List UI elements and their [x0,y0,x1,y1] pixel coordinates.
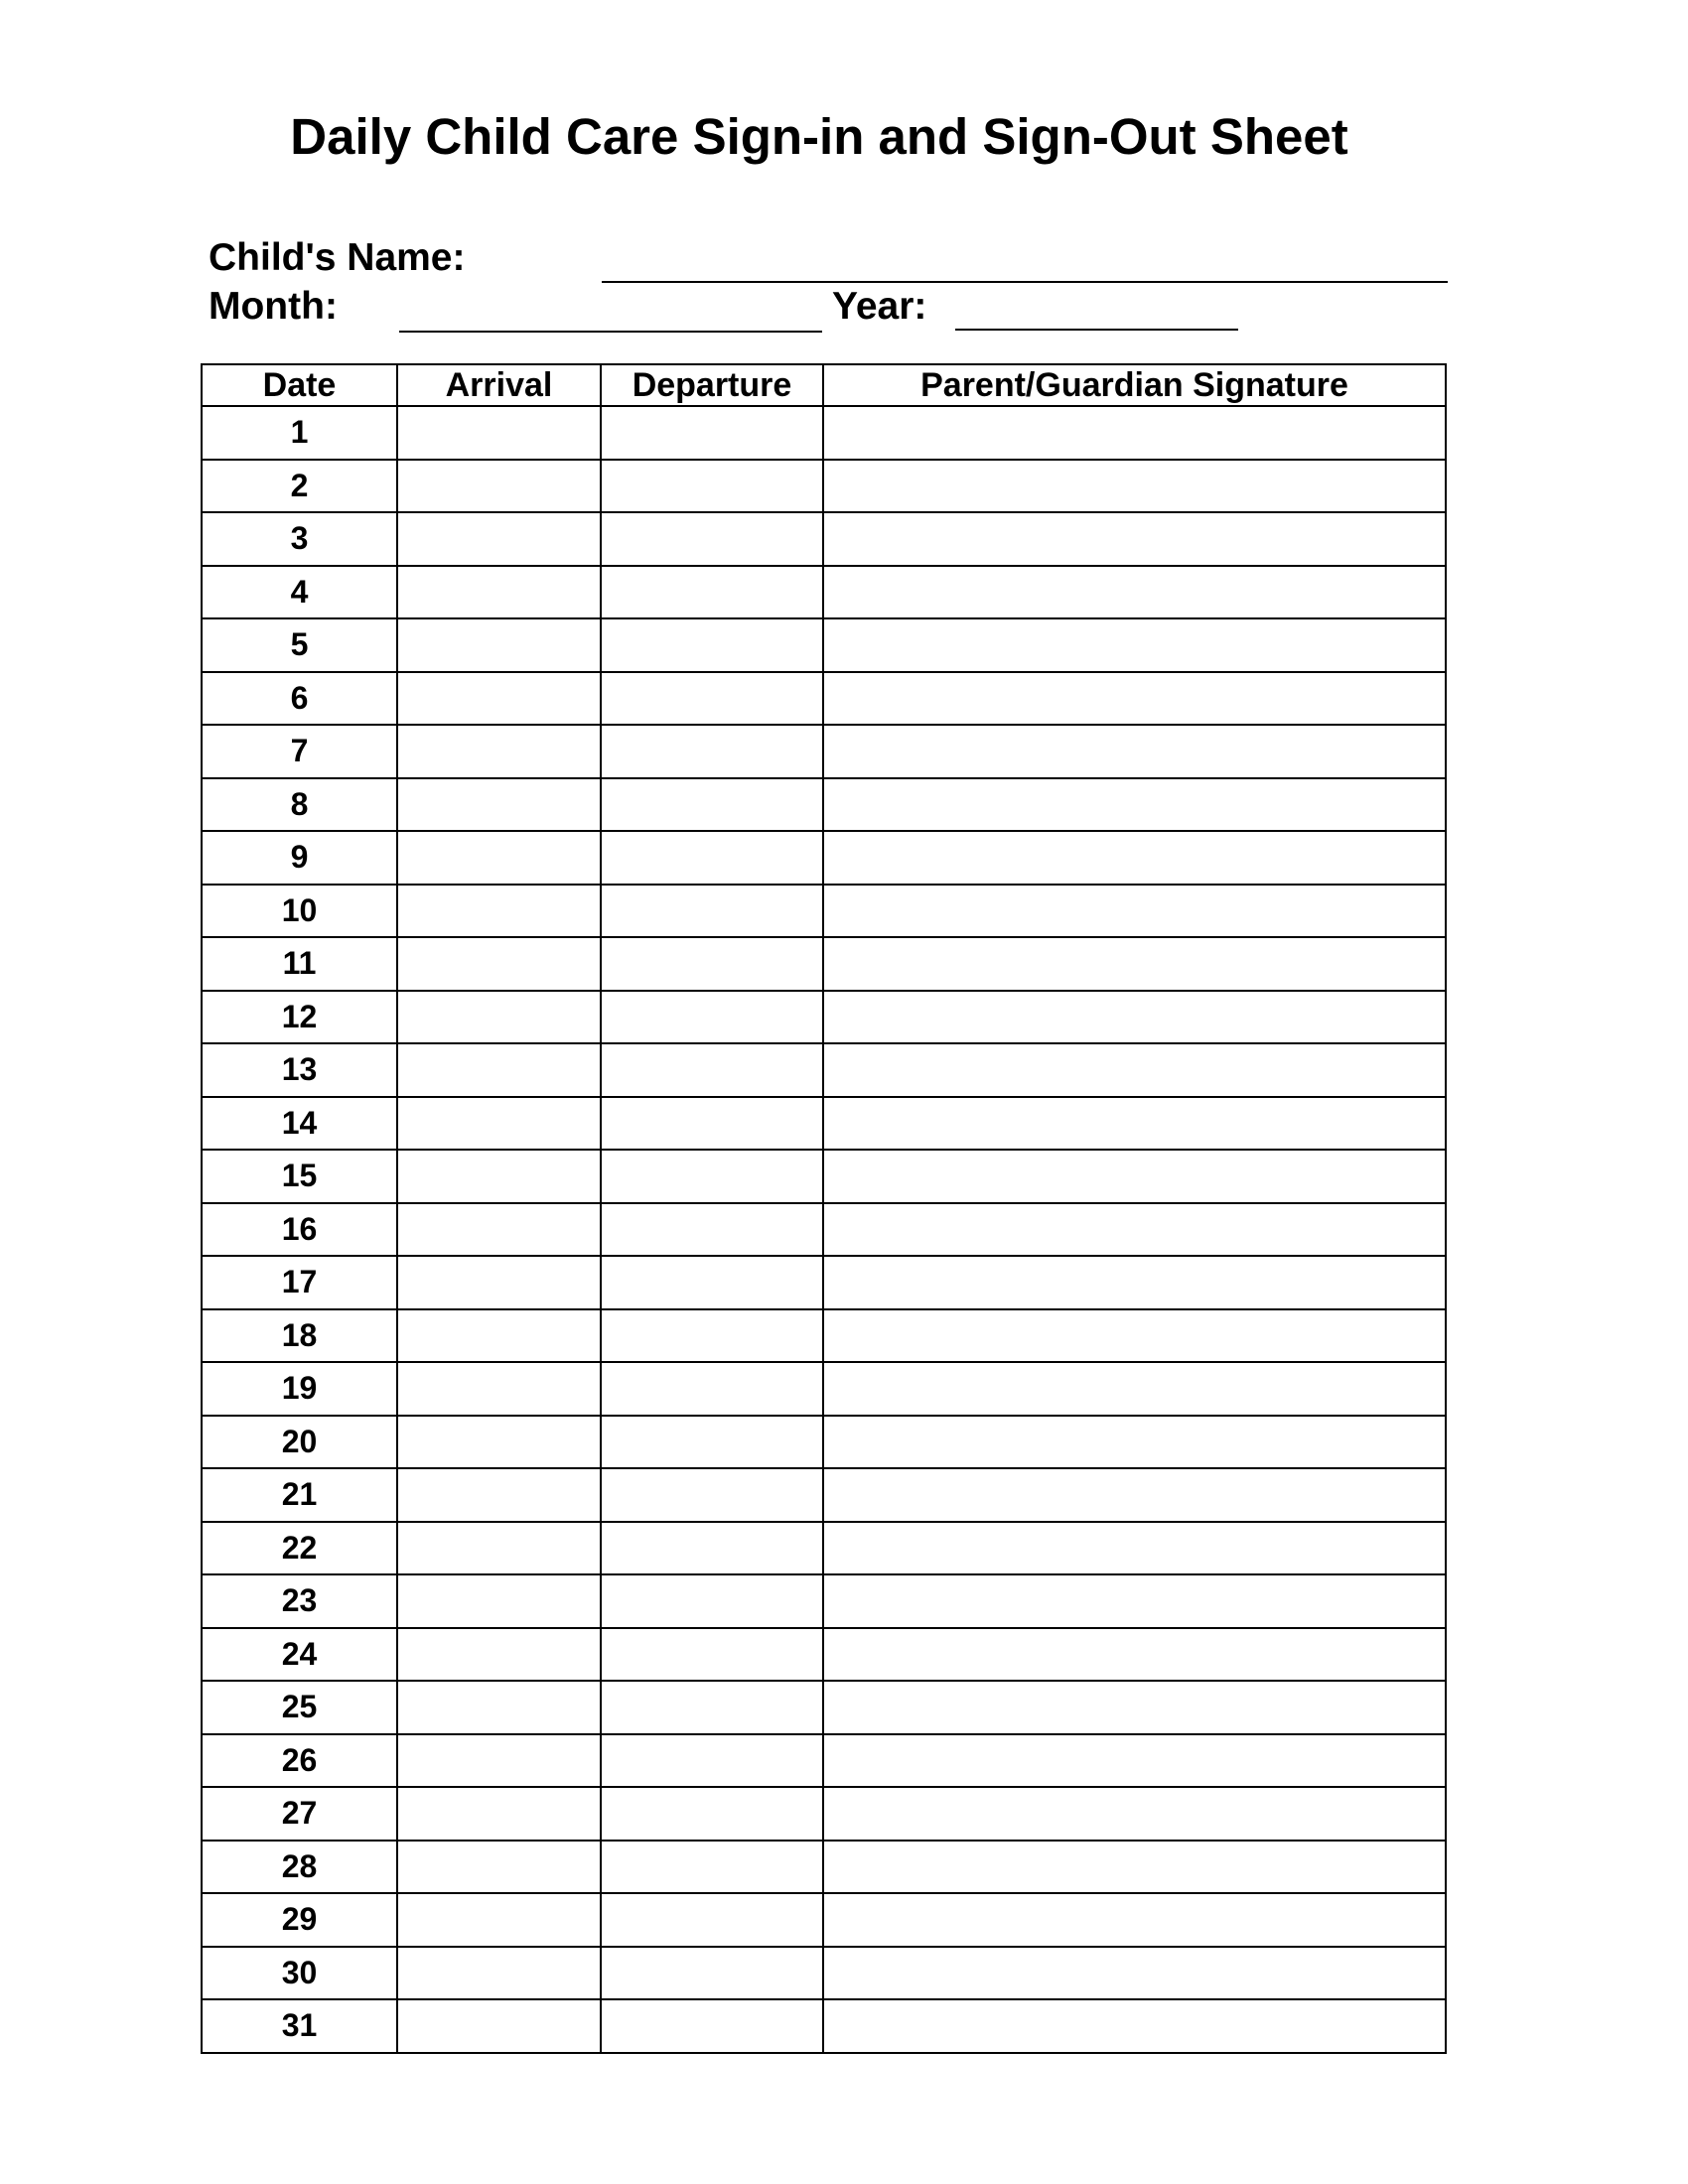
date-cell: 23 [202,1574,397,1628]
signature-cell[interactable] [823,512,1446,566]
departure-cell[interactable] [601,1893,823,1947]
signature-cell[interactable] [823,1681,1446,1734]
table-row [202,1362,1446,1416]
table-row [202,1256,1446,1309]
departure-cell[interactable] [601,672,823,726]
table-row [202,406,1446,460]
column-header-date: Date [202,364,397,406]
signature-cell[interactable] [823,460,1446,513]
date-cell: 28 [202,1841,397,1894]
arrival-cell[interactable] [397,460,601,513]
departure-cell[interactable] [601,1522,823,1575]
table-row [202,672,1446,726]
table-row [202,778,1446,832]
departure-cell[interactable] [601,1681,823,1734]
arrival-cell[interactable] [397,1574,601,1628]
arrival-cell[interactable] [397,1628,601,1682]
table-row [202,1043,1446,1097]
signature-cell[interactable] [823,1203,1446,1257]
arrival-cell[interactable] [397,618,601,672]
signature-cell[interactable] [823,1043,1446,1097]
signature-cell[interactable] [823,991,1446,1044]
date-cell: 25 [202,1681,397,1734]
arrival-cell[interactable] [397,1416,601,1469]
signature-cell[interactable] [823,566,1446,619]
year-label: Year: [832,285,927,328]
table-row [202,1628,1446,1682]
date-cell: 17 [202,1256,397,1309]
departure-cell[interactable] [601,460,823,513]
date-cell: 22 [202,1522,397,1575]
table-row [202,1468,1446,1522]
date-cell: 19 [202,1362,397,1416]
signature-cell[interactable] [823,1522,1446,1575]
table-row [202,1309,1446,1363]
table-row [202,1574,1446,1628]
table-row [202,725,1446,778]
signature-cell[interactable] [823,1893,1446,1947]
date-cell: 31 [202,1999,397,2053]
signature-cell[interactable] [823,1309,1446,1363]
departure-cell[interactable] [601,1628,823,1682]
arrival-cell[interactable] [397,406,601,460]
month-label: Month: [209,285,338,328]
arrival-cell[interactable] [397,672,601,726]
date-cell: 27 [202,1787,397,1841]
table-row [202,460,1446,513]
departure-cell[interactable] [601,1468,823,1522]
arrival-cell[interactable] [397,1681,601,1734]
departure-cell[interactable] [601,1787,823,1841]
arrival-cell[interactable] [397,1097,601,1151]
date-cell: 21 [202,1468,397,1522]
date-cell: 9 [202,831,397,885]
table-row [202,512,1446,566]
arrival-cell[interactable] [397,1947,601,2000]
departure-cell[interactable] [601,1150,823,1203]
date-cell: 1 [202,406,397,460]
arrival-cell[interactable] [397,512,601,566]
departure-cell[interactable] [601,566,823,619]
departure-cell[interactable] [601,1416,823,1469]
table-row [202,885,1446,938]
departure-cell[interactable] [601,991,823,1044]
arrival-cell[interactable] [397,1256,601,1309]
table-row [202,618,1446,672]
signature-cell[interactable] [823,778,1446,832]
date-cell: 18 [202,1309,397,1363]
arrival-cell[interactable] [397,831,601,885]
table-row [202,1203,1446,1257]
date-cell: 30 [202,1947,397,2000]
arrival-cell[interactable] [397,778,601,832]
signature-cell[interactable] [823,1734,1446,1788]
date-cell: 29 [202,1893,397,1947]
date-cell: 4 [202,566,397,619]
date-cell: 3 [202,512,397,566]
departure-cell[interactable] [601,1999,823,2053]
signature-cell[interactable] [823,672,1446,726]
signature-cell[interactable] [823,618,1446,672]
signature-cell[interactable] [823,831,1446,885]
departure-cell[interactable] [601,406,823,460]
table-row [202,1681,1446,1734]
signature-cell[interactable] [823,1468,1446,1522]
date-cell: 14 [202,1097,397,1151]
arrival-cell[interactable] [397,566,601,619]
arrival-cell[interactable] [397,1999,601,2053]
table-row [202,566,1446,619]
column-header-signature: Parent/Guardian Signature [823,364,1446,406]
departure-cell[interactable] [601,725,823,778]
page-title: Daily Child Care Sign-in and Sign-Out Sheet [290,108,1348,165]
signature-cell[interactable] [823,1787,1446,1841]
signature-cell[interactable] [823,1150,1446,1203]
departure-cell[interactable] [601,1841,823,1894]
date-cell: 6 [202,672,397,726]
table-row [202,831,1446,885]
date-cell: 15 [202,1150,397,1203]
date-cell: 12 [202,991,397,1044]
table-row [202,1522,1446,1575]
departure-cell[interactable] [601,885,823,938]
date-cell: 10 [202,885,397,938]
signature-cell[interactable] [823,406,1446,460]
departure-cell[interactable] [601,778,823,832]
arrival-cell[interactable] [397,1787,601,1841]
table-header-row [202,364,1446,406]
departure-cell[interactable] [601,512,823,566]
childs-name-label: Child's Name: [209,236,466,279]
arrival-cell[interactable] [397,1893,601,1947]
column-header-arrival: Arrival [397,364,601,406]
table-row [202,1150,1446,1203]
departure-cell[interactable] [601,1734,823,1788]
table-row [202,1893,1446,1947]
departure-cell[interactable] [601,1097,823,1151]
arrival-cell[interactable] [397,1309,601,1363]
sign-in-table [201,363,1447,2054]
date-cell: 16 [202,1203,397,1257]
date-cell: 26 [202,1734,397,1788]
arrival-cell[interactable] [397,885,601,938]
signature-cell[interactable] [823,1256,1446,1309]
departure-cell[interactable] [601,1574,823,1628]
table-row [202,1947,1446,2000]
date-cell: 13 [202,1043,397,1097]
date-cell: 5 [202,618,397,672]
arrival-cell[interactable] [397,1150,601,1203]
departure-cell[interactable] [601,1947,823,2000]
departure-cell[interactable] [601,1309,823,1363]
childs-name-field[interactable] [602,281,1448,283]
signature-cell[interactable] [823,937,1446,991]
arrival-cell[interactable] [397,1522,601,1575]
departure-cell[interactable] [601,618,823,672]
departure-cell[interactable] [601,937,823,991]
date-cell: 8 [202,778,397,832]
signature-cell[interactable] [823,1999,1446,2053]
column-header-departure: Departure [601,364,823,406]
signature-cell[interactable] [823,1841,1446,1894]
table-row [202,991,1446,1044]
month-field[interactable] [399,331,822,333]
signature-cell[interactable] [823,1574,1446,1628]
arrival-cell[interactable] [397,937,601,991]
signature-cell[interactable] [823,1362,1446,1416]
table-row [202,1416,1446,1469]
table-row [202,1097,1446,1151]
arrival-cell[interactable] [397,1203,601,1257]
arrival-cell[interactable] [397,1841,601,1894]
date-cell: 20 [202,1416,397,1469]
departure-cell[interactable] [601,831,823,885]
arrival-cell[interactable] [397,1362,601,1416]
departure-cell[interactable] [601,1362,823,1416]
signature-cell[interactable] [823,1947,1446,2000]
arrival-cell[interactable] [397,1468,601,1522]
date-cell: 7 [202,725,397,778]
signature-cell[interactable] [823,1628,1446,1682]
date-cell: 11 [202,937,397,991]
table-row [202,937,1446,991]
arrival-cell[interactable] [397,725,601,778]
signature-cell[interactable] [823,885,1446,938]
date-cell: 2 [202,460,397,513]
arrival-cell[interactable] [397,991,601,1044]
table-row [202,1999,1446,2053]
departure-cell[interactable] [601,1256,823,1309]
table-row [202,1841,1446,1894]
departure-cell[interactable] [601,1043,823,1097]
arrival-cell[interactable] [397,1734,601,1788]
date-cell: 24 [202,1628,397,1682]
signature-cell[interactable] [823,1416,1446,1469]
signature-cell[interactable] [823,725,1446,778]
table-row [202,1734,1446,1788]
arrival-cell[interactable] [397,1043,601,1097]
signature-cell[interactable] [823,1097,1446,1151]
table-row [202,1787,1446,1841]
departure-cell[interactable] [601,1203,823,1257]
year-field[interactable] [955,329,1238,331]
